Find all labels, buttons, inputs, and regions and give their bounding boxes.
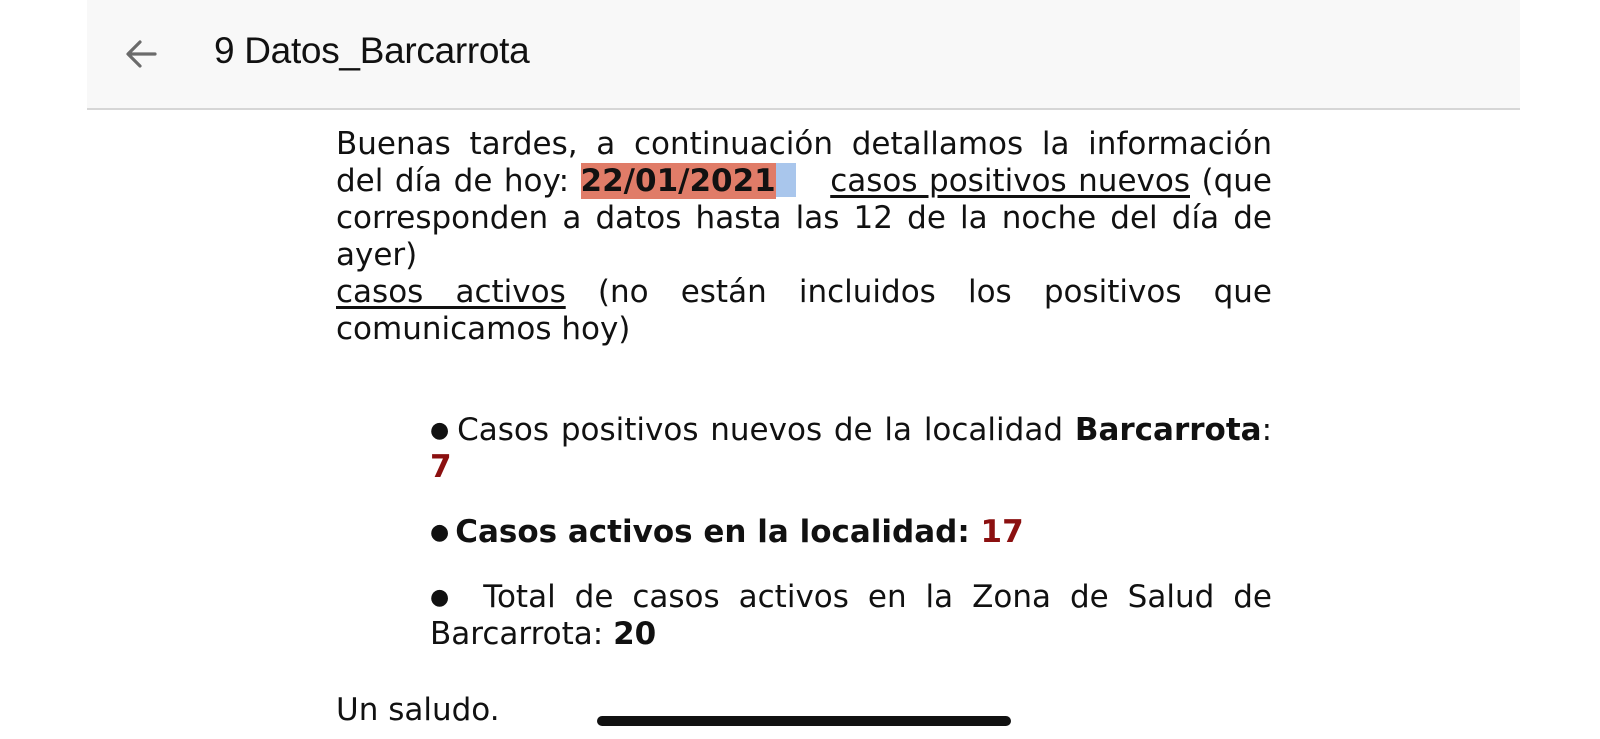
text-selection (776, 163, 796, 197)
positivos-label: casos positivos nuevos (830, 163, 1190, 199)
bullet-1-place: Barcarrota (1074, 412, 1262, 448)
bullet-icon: ● (430, 520, 450, 545)
bullet-icon: ● (430, 585, 459, 610)
top-bar (87, 0, 1520, 110)
bullet-2-text: Casos activos en la localidad: (455, 514, 981, 550)
intro-paragraph (336, 126, 1272, 274)
bullet-1-text: Casos positivos nuevos de la localidad (457, 412, 1075, 448)
bullet-1-sep: : (1261, 412, 1273, 448)
activos-label: casos activos (336, 274, 566, 310)
intro-text-3: (no están incluidos los positivos que comunicamos hoy) (336, 274, 1272, 347)
back-button[interactable] (121, 34, 161, 74)
home-indicator[interactable] (597, 716, 1011, 726)
bullet-icon: ● (430, 418, 452, 443)
list-item (430, 579, 1272, 653)
document-body[interactable] (336, 126, 1272, 348)
bullet-3-text: Total de casos activos en la Zona de Salud de Barcarrota: (430, 579, 1272, 652)
date-highlight[interactable]: 22/01/2021 (580, 163, 776, 199)
bullet-3-value: 20 (613, 616, 657, 652)
bullet-list (430, 412, 1272, 681)
intro-text-2: (que corresponden a datos hasta las 12 de la noche del día de ayer) (336, 163, 1272, 273)
bullet-2-value: 17 (980, 514, 1024, 550)
list-item (430, 514, 1272, 551)
bullet-1-value: 7 (430, 449, 452, 485)
arrow-left-icon (121, 34, 161, 74)
activos-paragraph (336, 274, 1272, 348)
document-title: 9 Datos_Barcarrota (214, 30, 530, 71)
closing-text: Un saludo. (336, 692, 500, 728)
list-item (430, 412, 1272, 486)
intro-text: Buenas tardes, a continuación detallamos la información del día de hoy: (336, 126, 1272, 199)
